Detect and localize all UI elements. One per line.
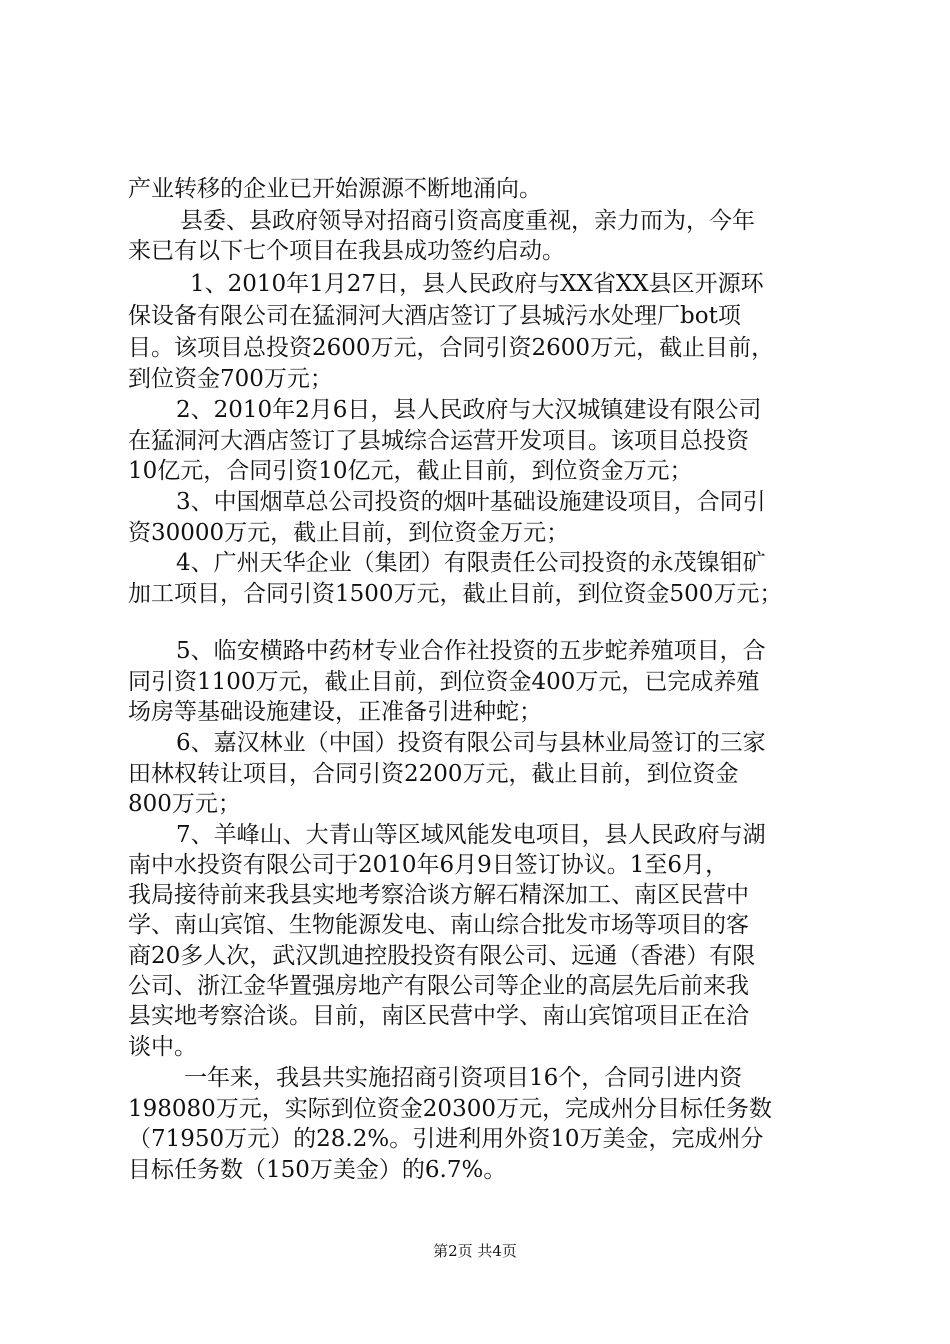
paragraph-line: 田林权转让项目，合同引资2200万元，截止目前，到位资金: [128, 761, 739, 787]
paragraph-line: 同引资1100万元，截止目前，到位资金400万元，已完成养殖: [128, 669, 760, 695]
paragraph-line: 县委、县政府领导对招商引资高度重视，亲力而为，今年: [180, 208, 755, 234]
paragraph-line: 目。该项目总投资2600万元，合同引资2600万元，截止目前，: [128, 335, 775, 361]
paragraph-line: 2、2010年2月6日，县人民政府与大汉城镇建设有限公司: [176, 397, 762, 423]
paragraph-line: 一年来，我县共实施招商引资项目16个，合同引进内资: [184, 1065, 743, 1091]
paragraph-line: 800万元；: [128, 791, 241, 817]
paragraph-line: 4、广州天华企业（集团）有限责任公司投资的永茂镍钼矿: [176, 550, 766, 576]
paragraph-line: 到位资金700万元；: [128, 366, 333, 392]
paragraph-line: 目标任务数（150万美金）的6.7%。: [128, 1157, 507, 1183]
paragraph-line: 10亿元，合同引资10亿元，截止目前，到位资金万元；: [128, 458, 693, 484]
paragraph-line: 6、嘉汉林业（中国）投资有限公司与县林业局签订的三家: [176, 730, 766, 756]
paragraph-line: 公司、浙江金华置强房地产有限公司等企业的高层先后前来我: [128, 973, 749, 999]
paragraph-line: 商20多人次，武汉凯迪控股投资有限公司、远通（香港）有限: [128, 943, 756, 969]
paragraph-line: 7、羊峰山、大青山等区域风能发电项目，县人民政府与湖: [176, 822, 766, 848]
paragraph-line: 县实地考察洽谈。目前，南区民营中学、南山宾馆项目正在洽: [128, 1003, 749, 1029]
paragraph-line: 谈中。: [128, 1034, 197, 1060]
page-number-footer: 第2页 共4页: [433, 1242, 517, 1260]
paragraph-line: 学、南山宾馆、生物能源发电、南山综合批发市场等项目的客: [128, 912, 749, 938]
paragraph-line: 资30000万元，截止目前，到位资金万元；: [128, 520, 570, 546]
paragraph-line: 5、临安横路中药材专业合作社投资的五步蛇养殖项目，合: [176, 638, 766, 664]
paragraph-line: 来已有以下七个项目在我县成功签约启动。: [128, 238, 565, 264]
paragraph-line: 在猛洞河大酒店签订了县城综合运营开发项目。该项目总投资: [128, 428, 749, 454]
paragraph-line: （71950万元）的28.2%。引进利用外资10万美金，完成州分: [128, 1126, 764, 1152]
paragraph-line: 保设备有限公司在猛洞河大酒店签订了县城污水处理厂bot项: [128, 303, 741, 329]
paragraph-line: 我局接待前来我县实地考察洽谈方解石精深加工、南区民营中: [128, 882, 749, 908]
paragraph-line: 加工项目，合同引资1500万元，截止目前，到位资金500万元；: [128, 581, 783, 607]
paragraph-line: 南中水投资有限公司于2010年6月9日签订协议。1至6月，: [128, 852, 729, 878]
paragraph-line: 3、中国烟草总公司投资的烟叶基础设施建设项目，合同引: [176, 489, 766, 515]
paragraph-line: 1、2010年1月27日，县人民政府与XX省XX县区开源环: [190, 271, 764, 297]
paragraph-line: 场房等基础设施建设，正准备引进种蛇；: [128, 699, 542, 725]
paragraph-line: 198080万元，实际到位资金20300万元，完成州分目标任务数: [128, 1096, 772, 1122]
paragraph-line: 产业转移的企业已开始源源不断地涌向。: [128, 176, 542, 202]
